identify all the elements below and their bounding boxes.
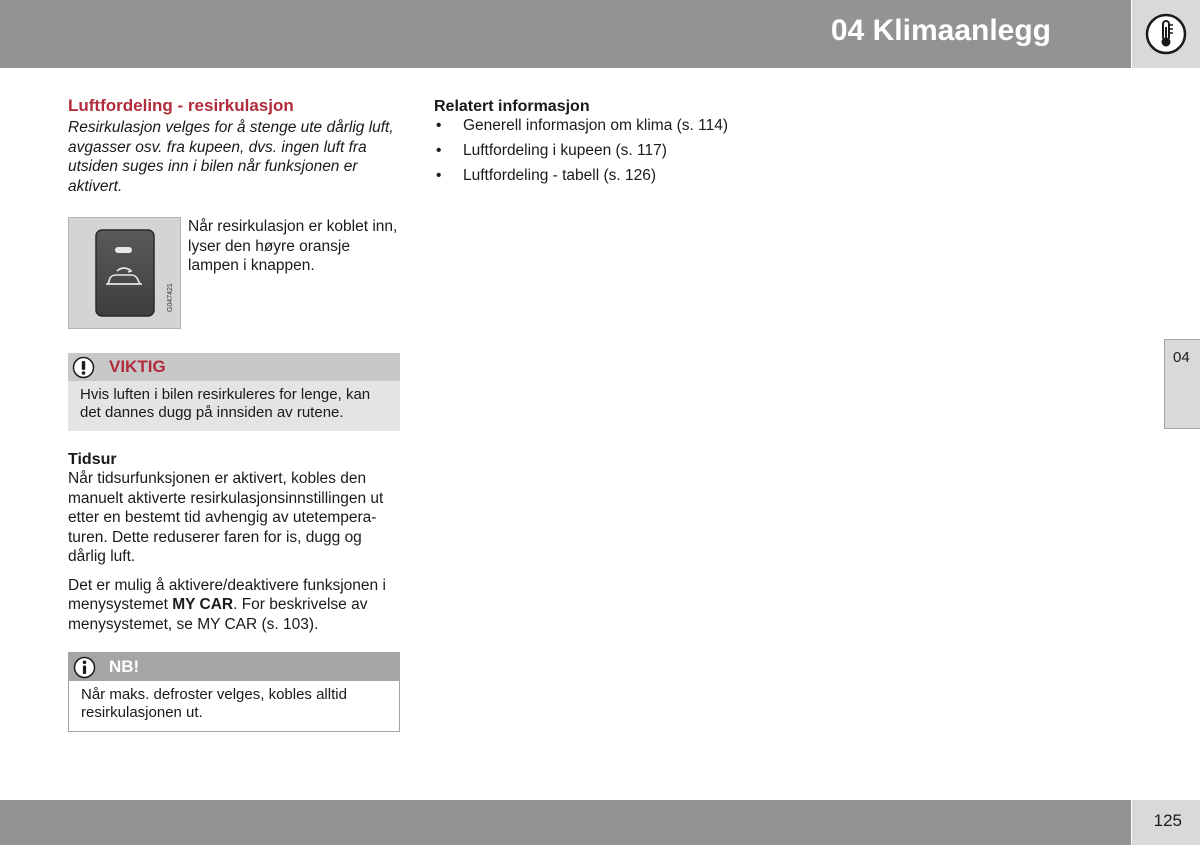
related-list xyxy=(434,116,834,186)
section-title: Luftfordeling - resirkulasjon xyxy=(68,96,294,115)
image-code: G047421 xyxy=(167,283,174,312)
chapter-side-tab[interactable] xyxy=(1164,339,1200,429)
warning-text: Hvis luften i bilen resirkuleres for lenge, kan det dannes dugg på innsiden av rutene. xyxy=(80,386,371,421)
my-car-term: MY CAR xyxy=(172,596,234,613)
left-column xyxy=(68,96,400,732)
note-title: NB! xyxy=(109,657,140,676)
header-bar xyxy=(0,0,1131,68)
warning-header xyxy=(68,353,400,381)
timer-heading: Tidsur xyxy=(68,451,117,468)
exclamation-icon xyxy=(72,356,95,379)
page-number: 125 xyxy=(1153,811,1182,830)
bullet: • xyxy=(436,117,442,134)
related-item[interactable] xyxy=(434,166,834,186)
chapter-icon-box xyxy=(1132,0,1200,68)
related-item[interactable] xyxy=(434,116,834,136)
intro-text: Resirkulasjon velges for å stenge ute dårlig luft, avgasser osv. fra kupeen, dvs. ingen luft fra utsiden suges inn i bilen når funksjonen er aktivert. xyxy=(68,119,394,195)
bullet: • xyxy=(436,167,442,184)
related-item-label: Luftfordeling i kupeen (s. 117) xyxy=(463,142,667,159)
recirculation-button-photo xyxy=(68,217,181,329)
recirculation-button-illustration xyxy=(69,218,180,328)
thermometer-icon xyxy=(1144,12,1188,56)
page-number-box xyxy=(1132,800,1200,845)
related-item[interactable] xyxy=(434,141,834,161)
note-box xyxy=(68,652,400,732)
timer-paragraph-2-start: Det er mulig å aktivere/deaktivere funksjonen i menysystemet xyxy=(68,576,386,613)
timer-paragraph-1: Når tidsurfunksjonen er aktivert, kobles den manuelt aktiverte resirkulasjonsinnstillingen ut etter en bestemt tid avhengig av utetemperaturen. Dette reduserer faren for is, dugg og dårlig luft. xyxy=(68,470,384,565)
info-icon xyxy=(73,656,96,679)
warning-box xyxy=(68,353,400,431)
chapter-side-tab-label: 04 xyxy=(1173,349,1190,366)
timer-paragraph-2 xyxy=(68,576,400,635)
bullet: • xyxy=(436,142,442,159)
related-item-label: Generell informasjon om klima (s. 114) xyxy=(463,117,729,134)
timer-paragraph-2-end: . For beskrivelse av menysystemet, se MY CAR (s. 103). xyxy=(68,596,368,633)
related-title: Relatert informasjon xyxy=(434,98,590,115)
chapter-title: 04 Klimaanlegg xyxy=(830,14,1051,47)
illustration-row xyxy=(68,217,400,329)
note-header xyxy=(69,653,399,681)
related-item-label: Luftfordeling - tabell (s. 126) xyxy=(463,167,656,184)
note-text: Når maks. defroster velges, kobles alltid resirkulasjonen ut. xyxy=(81,686,347,721)
right-column xyxy=(434,97,834,191)
warning-title: VIKTIG xyxy=(109,357,166,376)
footer-bar xyxy=(0,800,1131,845)
image-caption: Når resirkulasjon er koblet inn, lyser den høyre oransje lampen i knappen. xyxy=(188,218,398,274)
